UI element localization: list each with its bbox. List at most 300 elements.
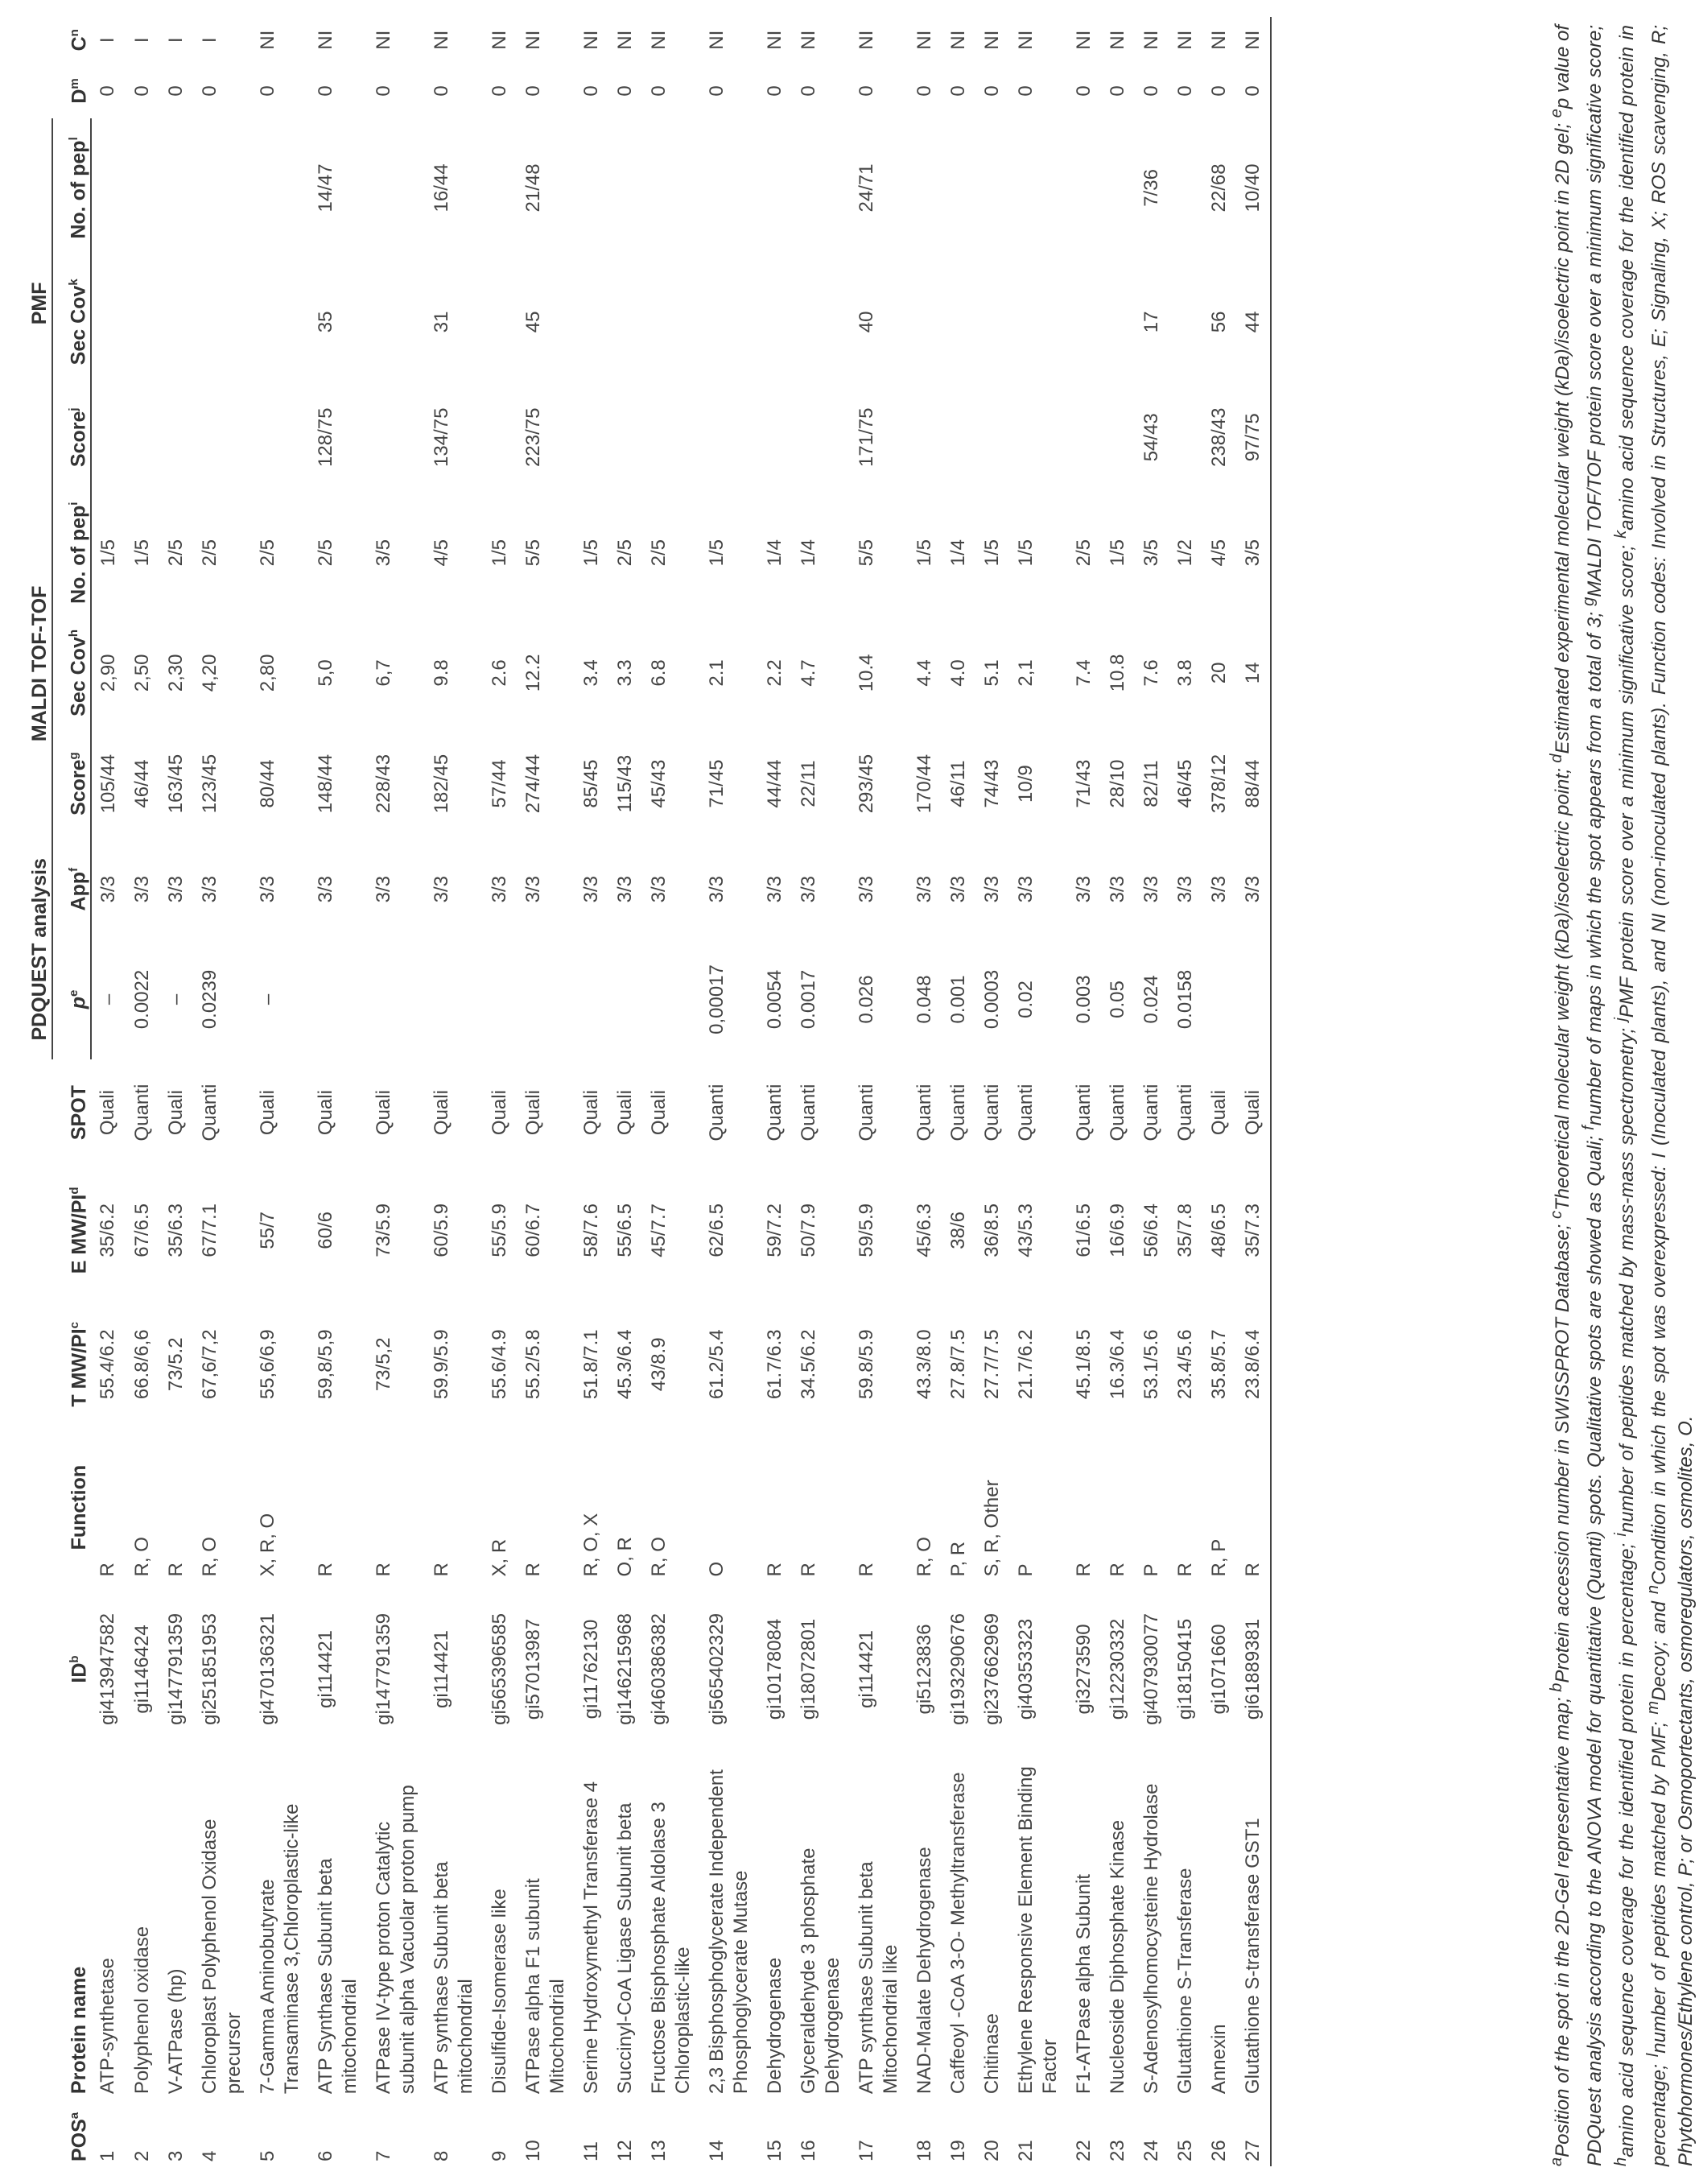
cell-protein-name: V-ATPase (hp) bbox=[165, 1968, 187, 2095]
cell-spot: Quanti bbox=[131, 1084, 153, 1142]
cell-protein-name: Serine Hydroxymethyl Transferase 4 bbox=[580, 1781, 602, 2095]
cell-p: – bbox=[165, 993, 187, 1005]
cell-tmw: 21.7/6.2 bbox=[1015, 1329, 1037, 1400]
protein-table-body bbox=[91, 17, 1271, 2166]
cell-pos: 16 bbox=[798, 2140, 819, 2161]
cell-function: R bbox=[373, 1563, 394, 1577]
cell-d: 0 bbox=[1140, 85, 1162, 97]
cell-pmf-nopep: 21/48 bbox=[522, 163, 544, 213]
cell-emw: 73/5.9 bbox=[373, 1203, 394, 1257]
cell-id: gi470136321 bbox=[257, 1613, 278, 1725]
cell-p: 0.0003 bbox=[981, 969, 1003, 1030]
cell-pmf-score: 223/75 bbox=[522, 407, 544, 467]
cell-id: gi57013987 bbox=[522, 1618, 544, 1720]
cell-id: gi12230332 bbox=[1107, 1618, 1128, 1720]
cell-spot: Quanti bbox=[1174, 1084, 1196, 1142]
cell-id: gi114421 bbox=[431, 1629, 452, 1708]
cell-spot: Quanti bbox=[199, 1084, 221, 1142]
table-row bbox=[1169, 17, 1202, 2166]
cell-pmf-seccov bbox=[700, 258, 758, 387]
cell-maldi-nopep: 1/5 bbox=[97, 539, 119, 567]
cell-pos: 21 bbox=[1015, 2140, 1037, 2161]
table-row bbox=[700, 17, 758, 2166]
cell-maldi-nopep: 1/5 bbox=[1107, 539, 1128, 567]
cell-app: 3/3 bbox=[947, 875, 969, 903]
cell-function: X, R, O bbox=[257, 1513, 278, 1577]
cell-id: gi193290676 bbox=[947, 1613, 969, 1725]
cell-c: NI bbox=[522, 30, 544, 50]
cell-tmw: 61.2/5.4 bbox=[706, 1329, 728, 1400]
cell-function: R bbox=[165, 1563, 187, 1577]
table-row bbox=[193, 17, 251, 2166]
cell-pmf-nopep bbox=[908, 118, 942, 257]
cell-d: 0 bbox=[522, 85, 544, 97]
cell-protein-name: Nucleoside Diphosphate Kinase bbox=[1107, 1819, 1128, 2095]
cell-pmf-nopep: 7/36 bbox=[1140, 169, 1162, 207]
cell-p: 0,00017 bbox=[706, 964, 728, 1034]
cell-maldi-seccov: 7.6 bbox=[1140, 659, 1162, 687]
cell-pmf-score bbox=[91, 386, 126, 488]
cell-app: 3/3 bbox=[614, 875, 636, 903]
cell-pmf-seccov bbox=[1101, 258, 1135, 387]
cell-id: gi251851953 bbox=[199, 1613, 221, 1725]
col-c-header: $C^n$ bbox=[67, 29, 90, 52]
cell-c: I bbox=[199, 37, 221, 43]
cell-p: 0.001 bbox=[947, 975, 969, 1024]
cell-app: 3/3 bbox=[580, 875, 602, 903]
cell-maldi-score: 88/44 bbox=[1236, 729, 1271, 840]
cell-id: gi407930077 bbox=[1140, 1613, 1162, 1725]
protein-table bbox=[16, 17, 1272, 2166]
cell-maldi-score: 228/43 bbox=[373, 753, 394, 814]
cell-d: 0 bbox=[764, 85, 786, 97]
col-maldi-score-header: Score$^g$ bbox=[52, 729, 91, 840]
cell-function: R, O bbox=[199, 1537, 221, 1577]
cell-maldi-seccov: 3.3 bbox=[614, 659, 636, 687]
cell-spot: Quali bbox=[373, 1090, 394, 1136]
cell-c: NI bbox=[764, 30, 786, 50]
cell-maldi-nopep: 5/5 bbox=[522, 539, 544, 567]
cell-pmf-seccov bbox=[758, 258, 792, 387]
cell-d: 0 bbox=[614, 85, 636, 97]
cell-pmf-score bbox=[758, 386, 792, 488]
table-row bbox=[483, 17, 517, 2166]
cell-maldi-score: 80/44 bbox=[257, 759, 278, 808]
cell-p: 0.05 bbox=[1107, 981, 1128, 1018]
cell-maldi-nopep: 1/5 bbox=[131, 539, 153, 567]
cell-p bbox=[1236, 939, 1271, 1059]
cell-maldi-score: 71/43 bbox=[1073, 759, 1095, 808]
cell-emw: 43/5.3 bbox=[1015, 1203, 1037, 1257]
cell-id: gi1071660 bbox=[1208, 1624, 1230, 1715]
cell-maldi-seccov: 3.4 bbox=[580, 659, 602, 687]
cell-pos: 2 bbox=[131, 2150, 153, 2161]
cell-pos: 15 bbox=[764, 2140, 786, 2161]
table-row bbox=[126, 17, 159, 2166]
table-row bbox=[309, 17, 367, 2166]
cell-pmf-seccov bbox=[251, 258, 309, 387]
cell-id: gi3273590 bbox=[1073, 1624, 1095, 1715]
cell-p bbox=[1202, 939, 1236, 1059]
cell-pmf-score bbox=[642, 386, 700, 488]
cell-spot: Quali bbox=[257, 1090, 278, 1136]
cell-function: R bbox=[522, 1563, 544, 1577]
cell-d: 0 bbox=[913, 85, 935, 97]
cell-protein-name: Disulfide-Isomerase like bbox=[489, 1889, 510, 2095]
cell-app: 3/3 bbox=[1236, 839, 1271, 939]
cell-p: 0.0017 bbox=[798, 969, 819, 1030]
cell-pos: 10 bbox=[522, 2140, 544, 2161]
cell-tmw: 67,6/7,2 bbox=[199, 1329, 221, 1400]
cell-p: 0.003 bbox=[1073, 975, 1095, 1024]
cell-maldi-score: 170/44 bbox=[913, 753, 935, 814]
cell-emw: 60/6 bbox=[315, 1212, 336, 1249]
cell-pmf-score bbox=[1101, 386, 1135, 488]
cell-maldi-score: 82/11 bbox=[1140, 760, 1162, 807]
cell-protein-name: Fructose Bisphosphate Aldolase 3 Chloroplastic-like bbox=[648, 1802, 694, 2095]
cell-pmf-score bbox=[792, 386, 850, 488]
cell-maldi-score: 10/9 bbox=[1015, 765, 1037, 803]
cell-spot: Quanti bbox=[913, 1084, 935, 1142]
cell-maldi-score: 45/43 bbox=[648, 759, 670, 808]
cell-maldi-nopep: 2/5 bbox=[315, 539, 336, 567]
cell-function: R bbox=[1174, 1563, 1196, 1577]
cell-maldi-nopep: 1/2 bbox=[1174, 539, 1196, 567]
cell-id: gi565396585 bbox=[489, 1613, 510, 1725]
cell-c: NI bbox=[1236, 17, 1271, 64]
cell-pmf-seccov bbox=[193, 258, 251, 387]
cell-d: 0 bbox=[798, 85, 819, 97]
cell-id: gi237662969 bbox=[981, 1613, 1003, 1725]
cell-pos: 23 bbox=[1107, 2140, 1128, 2161]
cell-p: 0.024 bbox=[1140, 975, 1162, 1024]
cell-c: NI bbox=[1073, 30, 1095, 50]
table-row bbox=[1009, 17, 1067, 2166]
cell-spot: Quali bbox=[489, 1090, 510, 1136]
cell-tmw: 59.9/5.9 bbox=[431, 1329, 452, 1400]
cell-emw: 67/7.1 bbox=[199, 1203, 221, 1257]
cell-tmw: 59,8/5,9 bbox=[315, 1329, 336, 1400]
cell-p bbox=[367, 939, 425, 1059]
cell-maldi-score: 115/43 bbox=[614, 754, 636, 813]
cell-function: O bbox=[706, 1561, 728, 1577]
cell-pmf-nopep bbox=[251, 118, 309, 257]
cell-function: R bbox=[1073, 1563, 1095, 1577]
cell-maldi-seccov: 2.6 bbox=[489, 659, 510, 687]
cell-tmw: 23.8/6.4 bbox=[1236, 1295, 1271, 1434]
cell-protein-name: S-Adenosylhomocysteine Hydrolase bbox=[1140, 1783, 1162, 2095]
cell-id: gi114421 bbox=[856, 1629, 877, 1708]
cell-app: 3/3 bbox=[798, 875, 819, 903]
cell-pmf-nopep bbox=[1009, 118, 1067, 257]
cell-maldi-nopep: 3/5 bbox=[373, 539, 394, 567]
cell-pmf-score bbox=[126, 386, 159, 488]
cell-pmf-score: 171/75 bbox=[856, 407, 877, 467]
cell-spot: Quanti bbox=[1015, 1084, 1037, 1142]
cell-maldi-nopep: 3/5 bbox=[1140, 539, 1162, 567]
cell-p bbox=[425, 939, 483, 1059]
cell-tmw: 53.1/5.6 bbox=[1140, 1329, 1162, 1400]
col-maldi-nopep-header: No. of pep$^i$ bbox=[52, 488, 91, 617]
cell-p bbox=[608, 939, 642, 1059]
cell-c: NI bbox=[706, 30, 728, 50]
table-row bbox=[1236, 17, 1271, 2166]
cell-pmf-nopep bbox=[608, 118, 642, 257]
cell-pos: 25 bbox=[1174, 2140, 1196, 2161]
cell-c: NI bbox=[798, 30, 819, 50]
cell-protein-name: Chloroplast Polyphenol Oxidase precursor bbox=[199, 1819, 245, 2095]
cell-c: NI bbox=[648, 30, 670, 50]
cell-pmf-seccov bbox=[642, 258, 700, 387]
pdquest-group-header: PDQUEST analysis bbox=[28, 858, 51, 1041]
col-id-header: $ID^b$ bbox=[67, 1655, 90, 1683]
cell-emw: 62/6.5 bbox=[706, 1203, 728, 1257]
cell-tmw: 23.4/5.6 bbox=[1174, 1329, 1196, 1400]
cell-id: gi10178084 bbox=[764, 1618, 786, 1720]
cell-app: 3/3 bbox=[1140, 875, 1162, 903]
cell-pmf-score bbox=[608, 386, 642, 488]
cell-spot: Quali bbox=[315, 1090, 336, 1136]
cell-pmf-seccov bbox=[792, 258, 850, 387]
cell-pos: 13 bbox=[648, 2140, 670, 2161]
cell-function: R, O, X bbox=[580, 1513, 602, 1577]
cell-c: NI bbox=[1015, 30, 1037, 50]
cell-id: gi18150415 bbox=[1174, 1618, 1196, 1720]
cell-pmf-seccov bbox=[942, 258, 975, 387]
cell-maldi-seccov: 6.8 bbox=[648, 659, 670, 687]
cell-function: R bbox=[798, 1563, 819, 1577]
cell-pmf-nopep: 16/44 bbox=[431, 163, 452, 213]
cell-tmw: 66.8/6,6 bbox=[131, 1329, 153, 1400]
cell-pmf-seccov: 44 bbox=[1236, 258, 1271, 387]
cell-spot: Quanti bbox=[1140, 1084, 1162, 1142]
cell-protein-name: Glutathione S-transferase GST1 bbox=[1236, 1757, 1271, 2099]
cell-pmf-seccov bbox=[608, 258, 642, 387]
cell-app: 3/3 bbox=[315, 875, 336, 903]
col-spot-header: SPOT bbox=[68, 1085, 90, 1141]
cell-maldi-nopep: 3/5 bbox=[1236, 488, 1271, 617]
cell-id: gi18072801 bbox=[798, 1618, 819, 1720]
cell-pmf-nopep bbox=[91, 118, 126, 257]
cell-p bbox=[642, 939, 700, 1059]
cell-maldi-score: 46/44 bbox=[131, 759, 153, 808]
cell-maldi-seccov: 2.2 bbox=[764, 659, 786, 687]
cell-spot: Quanti bbox=[947, 1084, 969, 1142]
col-p-header: $p^e$ bbox=[52, 939, 91, 1059]
cell-pmf-score: 54/43 bbox=[1140, 413, 1162, 462]
table-row bbox=[425, 17, 483, 2166]
cell-protein-name: Glutathione S-Transferase bbox=[1174, 1868, 1196, 2095]
cell-maldi-seccov: 12.2 bbox=[522, 654, 544, 692]
cell-p bbox=[309, 939, 367, 1059]
table-row bbox=[575, 17, 608, 2166]
cell-pmf-score bbox=[575, 386, 608, 488]
cell-pmf-nopep bbox=[1169, 118, 1202, 257]
cell-app: 3/3 bbox=[981, 875, 1003, 903]
cell-tmw: 43.3/8.0 bbox=[913, 1329, 935, 1400]
cell-protein-name: ATPase IV-type proton Catalytic subunit alpha Vacuolar proton pump bbox=[373, 1785, 419, 2095]
cell-spot: Quali bbox=[97, 1090, 118, 1136]
cell-pos: 6 bbox=[315, 2150, 336, 2161]
cell-spot: Quanti bbox=[1073, 1084, 1095, 1142]
cell-c: I bbox=[97, 37, 118, 43]
cell-emw: 59/5.9 bbox=[856, 1203, 877, 1257]
cell-d: 0 bbox=[1174, 85, 1196, 97]
col-pmf-score-header: Score$^j$ bbox=[52, 386, 91, 488]
cell-maldi-seccov: 10.8 bbox=[1107, 654, 1128, 692]
cell-maldi-nopep: 2/5 bbox=[199, 539, 221, 567]
cell-tmw: 55.6/4.9 bbox=[489, 1329, 510, 1400]
cell-maldi-score: 44/44 bbox=[764, 759, 786, 808]
cell-id: gi146215968 bbox=[614, 1613, 636, 1725]
cell-id: gi114421 bbox=[315, 1629, 336, 1708]
cell-maldi-nopep: 2/5 bbox=[257, 539, 278, 567]
cell-emw: 50/7.9 bbox=[798, 1203, 819, 1257]
cell-maldi-score: 46/11 bbox=[947, 760, 969, 807]
cell-d: 0 bbox=[199, 85, 221, 97]
cell-maldi-nopep: 5/5 bbox=[856, 539, 877, 567]
cell-pmf-nopep bbox=[126, 118, 159, 257]
cell-app: 3/3 bbox=[165, 875, 187, 903]
table-row bbox=[758, 17, 792, 2166]
cell-maldi-score: 74/43 bbox=[981, 759, 1003, 808]
cell-tmw: 51.8/7.1 bbox=[580, 1329, 602, 1400]
cell-pmf-nopep: 24/71 bbox=[856, 163, 877, 213]
cell-spot: Quali bbox=[165, 1090, 187, 1136]
cell-pmf-nopep bbox=[367, 118, 425, 257]
cell-maldi-nopep: 1/5 bbox=[913, 539, 935, 567]
table-row bbox=[975, 17, 1009, 2166]
cell-d: 0 bbox=[257, 85, 278, 97]
cell-d: 0 bbox=[315, 85, 336, 97]
cell-protein-name: Polyphenol oxidase bbox=[131, 1926, 153, 2095]
cell-pmf-score bbox=[159, 386, 193, 488]
cell-spot: Quali bbox=[648, 1090, 670, 1136]
cell-c: NI bbox=[981, 30, 1003, 50]
cell-d: 0 bbox=[947, 85, 969, 97]
cell-spot: Quanti bbox=[981, 1084, 1003, 1142]
cell-d: 0 bbox=[165, 85, 187, 97]
cell-emw: 35/7.3 bbox=[1236, 1166, 1271, 1295]
cell-tmw: 27.8/7.5 bbox=[947, 1329, 969, 1400]
cell-p: 0.02 bbox=[1015, 981, 1037, 1018]
cell-app: 3/3 bbox=[1174, 875, 1196, 903]
cell-maldi-nopep: 2/5 bbox=[1073, 539, 1095, 567]
cell-maldi-nopep: 2/5 bbox=[648, 539, 670, 567]
cell-maldi-seccov: 2,1 bbox=[1015, 659, 1037, 687]
table-row bbox=[908, 17, 942, 2166]
cell-function: P bbox=[1015, 1563, 1037, 1577]
cell-p: 0.0054 bbox=[764, 969, 786, 1030]
cell-c: NI bbox=[947, 30, 969, 50]
cell-d: 0 bbox=[489, 85, 510, 97]
cell-protein-name: Ethylene Responsive Element Binding Factor bbox=[1015, 1766, 1061, 2095]
cell-emw: 58/7.6 bbox=[580, 1203, 602, 1257]
cell-pmf-score bbox=[942, 386, 975, 488]
cell-c: NI bbox=[1140, 30, 1162, 50]
cell-maldi-score: 123/45 bbox=[199, 753, 221, 814]
cell-tmw: 27.7/7.5 bbox=[981, 1329, 1003, 1400]
cell-id: gi413947582 bbox=[97, 1613, 118, 1725]
table-row bbox=[1101, 17, 1135, 2166]
cell-pmf-score bbox=[193, 386, 251, 488]
cell-protein-name: Dehydrogenase bbox=[764, 1957, 786, 2095]
cell-pmf-nopep bbox=[792, 118, 850, 257]
cell-app: 3/3 bbox=[431, 875, 452, 903]
cell-pmf-score bbox=[483, 386, 517, 488]
cell-id: gi5123836 bbox=[913, 1624, 935, 1715]
cell-pos: 24 bbox=[1140, 2140, 1162, 2161]
cell-maldi-nopep: 1/5 bbox=[1015, 539, 1037, 567]
cell-protein-name: Glyceraldehyde 3 phosphate Dehydrogenase bbox=[798, 1848, 843, 2095]
cell-maldi-score: 105/44 bbox=[97, 753, 119, 814]
cell-c: NI bbox=[315, 30, 336, 50]
cell-pos: 27 bbox=[1236, 2099, 1271, 2166]
table-row bbox=[642, 17, 700, 2166]
cell-p: – bbox=[97, 993, 119, 1005]
cell-protein-name: Succinyl-CoA Ligase Subunit beta bbox=[614, 1802, 636, 2095]
cell-protein-name: Annexin bbox=[1208, 2024, 1230, 2095]
cell-maldi-nopep: 1/5 bbox=[489, 539, 510, 567]
cell-function: S, R, Other bbox=[981, 1480, 1003, 1577]
cell-spot: Quali bbox=[580, 1090, 602, 1136]
cell-pos: 19 bbox=[947, 2140, 969, 2161]
cell-protein-name: ATP synthase Subunit beta Mitochondrial like bbox=[856, 1861, 901, 2095]
cell-function: R, O bbox=[131, 1537, 153, 1577]
cell-app: 3/3 bbox=[1015, 875, 1037, 903]
cell-function: R, P bbox=[1208, 1538, 1230, 1577]
table-row bbox=[1135, 17, 1169, 2166]
cell-tmw: 55.4/6.2 bbox=[97, 1329, 118, 1400]
cell-pmf-nopep bbox=[700, 118, 758, 257]
cell-pmf-nopep bbox=[1101, 118, 1135, 257]
cell-pmf-seccov bbox=[159, 258, 193, 387]
cell-emw: 59/7.2 bbox=[764, 1203, 786, 1257]
cell-c: NI bbox=[856, 30, 877, 50]
cell-id: gi565402329 bbox=[706, 1613, 728, 1725]
cell-tmw: 73/5.2 bbox=[165, 1337, 187, 1392]
cell-pmf-seccov bbox=[575, 258, 608, 387]
cell-spot: Quali bbox=[614, 1090, 636, 1136]
cell-tmw: 55.2/5.8 bbox=[522, 1329, 544, 1400]
cell-pos: 22 bbox=[1073, 2140, 1095, 2161]
cell-emw: 35/7.8 bbox=[1174, 1203, 1196, 1257]
cell-emw: 35/6.3 bbox=[165, 1203, 187, 1257]
cell-pos: 14 bbox=[706, 2140, 728, 2161]
cell-maldi-nopep: 1/4 bbox=[947, 539, 969, 567]
cell-pmf-score bbox=[700, 386, 758, 488]
maldi-group-header: MALDI TOF-TOF bbox=[28, 585, 51, 742]
cell-spot: Quanti bbox=[764, 1084, 786, 1142]
cell-emw: 45/7.7 bbox=[648, 1203, 670, 1257]
cell-function: R, O bbox=[648, 1537, 670, 1577]
cell-app: 3/3 bbox=[913, 875, 935, 903]
cell-pmf-score bbox=[1009, 386, 1067, 488]
cell-c: NI bbox=[913, 30, 935, 50]
cell-emw: 55/7 bbox=[257, 1212, 278, 1249]
cell-id: gi11762130 bbox=[580, 1619, 602, 1720]
cell-pmf-nopep: 10/40 bbox=[1236, 118, 1271, 257]
cell-emw: 61/6.5 bbox=[1073, 1203, 1095, 1257]
cell-maldi-nopep: 1/4 bbox=[798, 539, 819, 567]
cell-protein-name: ATP-synthetase bbox=[97, 1958, 118, 2095]
cell-protein-name: NAD-Malate Dehydrogenase bbox=[913, 1847, 935, 2095]
cell-maldi-score: 274/44 bbox=[522, 753, 544, 814]
cell-protein-name: Caffeoyl -CoA 3-O- Methyltransferase bbox=[947, 1772, 969, 2095]
cell-app: 3/3 bbox=[489, 875, 510, 903]
cell-maldi-nopep: 4/5 bbox=[1208, 539, 1230, 567]
cell-pos: 9 bbox=[489, 2150, 510, 2161]
